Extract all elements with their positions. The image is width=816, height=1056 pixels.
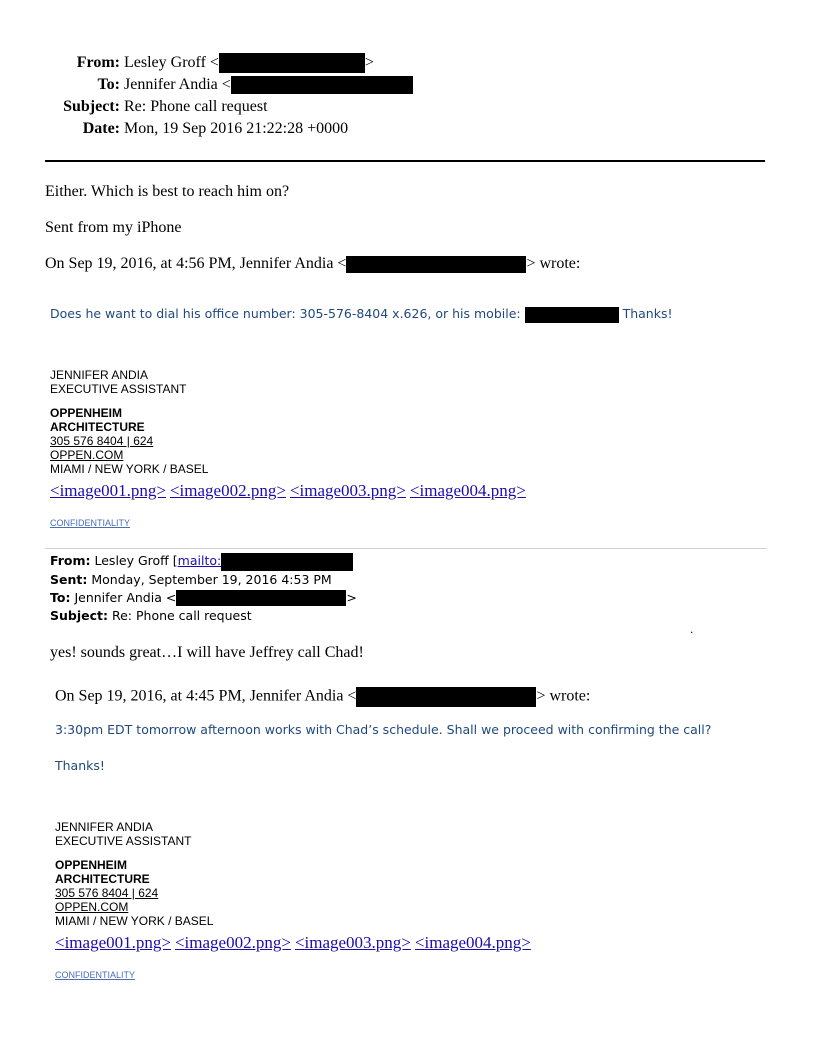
redaction-box [356, 687, 536, 707]
fwd-to-close: > [346, 589, 357, 605]
image-attachments-1 [50, 481, 530, 501]
message-1-thanks: Thanks! [622, 306, 673, 321]
forward-divider [45, 548, 767, 549]
sig-cities: MIAMI / NEW YORK / BASEL [55, 914, 214, 928]
fwd-subject-row [50, 607, 357, 625]
fwd-from-row [50, 552, 357, 571]
image-link[interactable]: <image001.png> [55, 933, 171, 952]
message-2: 3:30pm EDT tomorrow afternoon works with Chad’s schedule. Shall we proceed with confirming the call? [55, 722, 712, 737]
signature-2 [55, 820, 213, 928]
message-1-text: Does he want to dial his office number: 305-576-8404 x.626, or his mobile: [50, 306, 521, 321]
redaction-box [231, 76, 413, 94]
from-value: Lesley Groff < [124, 54, 219, 71]
image-attachments-2 [55, 933, 535, 953]
quote2-pre: On Sep 19, 2016, at 4:45 PM, Jennifer Andia < [55, 687, 357, 705]
redaction-box [221, 553, 353, 571]
fwd-to-label: To: [50, 589, 71, 605]
image-link[interactable]: <image004.png> [409, 481, 526, 500]
sig-phone-link[interactable]: 305 576 8404 | 624 [50, 434, 154, 448]
sig-title: EXECUTIVE ASSISTANT [55, 834, 192, 848]
quote-header-1 [45, 255, 580, 273]
sig-web-link[interactable]: OPPEN.COM [55, 900, 129, 914]
date-value: Mon, 19 Sep 2016 21:22:28 +0000 [124, 120, 349, 137]
header-from-row [0, 52, 413, 74]
header-divider [45, 160, 765, 162]
to-label: To: [97, 76, 120, 93]
fwd-to-row [50, 589, 357, 607]
sig-cities: MIAMI / NEW YORK / BASEL [50, 462, 209, 476]
message-1 [50, 306, 672, 323]
confidentiality-link-2[interactable]: CONFIDENTIALITY [55, 970, 136, 980]
from-close: > [364, 54, 374, 71]
message-2-thanks: Thanks! [55, 758, 105, 773]
quote1-post: > wrote: [526, 255, 581, 272]
fwd-sent-label: Sent: [50, 571, 88, 587]
sig-company-1: OPPENHEIM [55, 858, 128, 872]
redaction-box [219, 53, 365, 73]
fwd-subject-label: Subject: [50, 607, 108, 623]
header-subject-row [0, 96, 413, 118]
signature-1 [50, 368, 208, 476]
image-link[interactable]: <image002.png> [169, 481, 286, 500]
fwd-sent-value: Monday, September 19, 2016 4:53 PM [91, 571, 332, 587]
sig-web-link[interactable]: OPPEN.COM [50, 448, 124, 462]
redaction-box [346, 256, 526, 273]
confidentiality-link-1[interactable]: CONFIDENTIALITY [50, 518, 131, 528]
body-line-1: Either. Which is best to reach him on? [45, 183, 290, 200]
reply-text: yes! sounds great…I will have Jeffrey call Chad! [50, 644, 364, 661]
quote-header-2 [55, 687, 590, 707]
image-link[interactable]: <image002.png> [174, 933, 291, 952]
header-date-row [0, 118, 413, 140]
sig-name: JENNIFER ANDIA [55, 820, 154, 834]
date-label: Date: [82, 120, 120, 137]
fwd-sent-row [50, 571, 357, 589]
forward-header [50, 552, 357, 625]
fwd-from-value: Lesley Groff [ [94, 553, 178, 568]
sig-company-1: OPPENHEIM [50, 406, 123, 420]
image-link[interactable]: <image004.png> [414, 933, 531, 952]
subject-value: Re: Phone call request [124, 98, 268, 115]
mailto-link[interactable]: mailto: [177, 553, 222, 568]
redaction-box [525, 307, 619, 323]
quote2-post: > wrote: [536, 687, 591, 705]
redaction-box [176, 590, 346, 606]
image-link[interactable]: <image003.png> [294, 933, 411, 952]
to-value: Jennifer Andia < [124, 76, 231, 93]
sig-name: JENNIFER ANDIA [50, 368, 149, 382]
sig-phone-link[interactable]: 305 576 8404 | 624 [55, 886, 159, 900]
email-header [0, 52, 413, 140]
fwd-from-label: From: [50, 553, 91, 568]
sig-company-2: ARCHITECTURE [55, 872, 150, 886]
fwd-to-value: Jennifer Andia < [74, 589, 177, 605]
from-label: From: [76, 54, 120, 71]
image-link[interactable]: <image001.png> [50, 481, 166, 500]
subject-label: Subject: [63, 98, 120, 115]
fwd-subject-value: Re: Phone call request [111, 607, 252, 623]
body-line-2: Sent from my iPhone [45, 219, 182, 236]
header-to-row [0, 74, 413, 96]
image-link[interactable]: <image003.png> [289, 481, 406, 500]
sig-title: EXECUTIVE ASSISTANT [50, 382, 187, 396]
stray-dot: . [690, 622, 694, 636]
sig-company-2: ARCHITECTURE [50, 420, 145, 434]
quote1-pre: On Sep 19, 2016, at 4:56 PM, Jennifer Andia < [45, 255, 347, 272]
